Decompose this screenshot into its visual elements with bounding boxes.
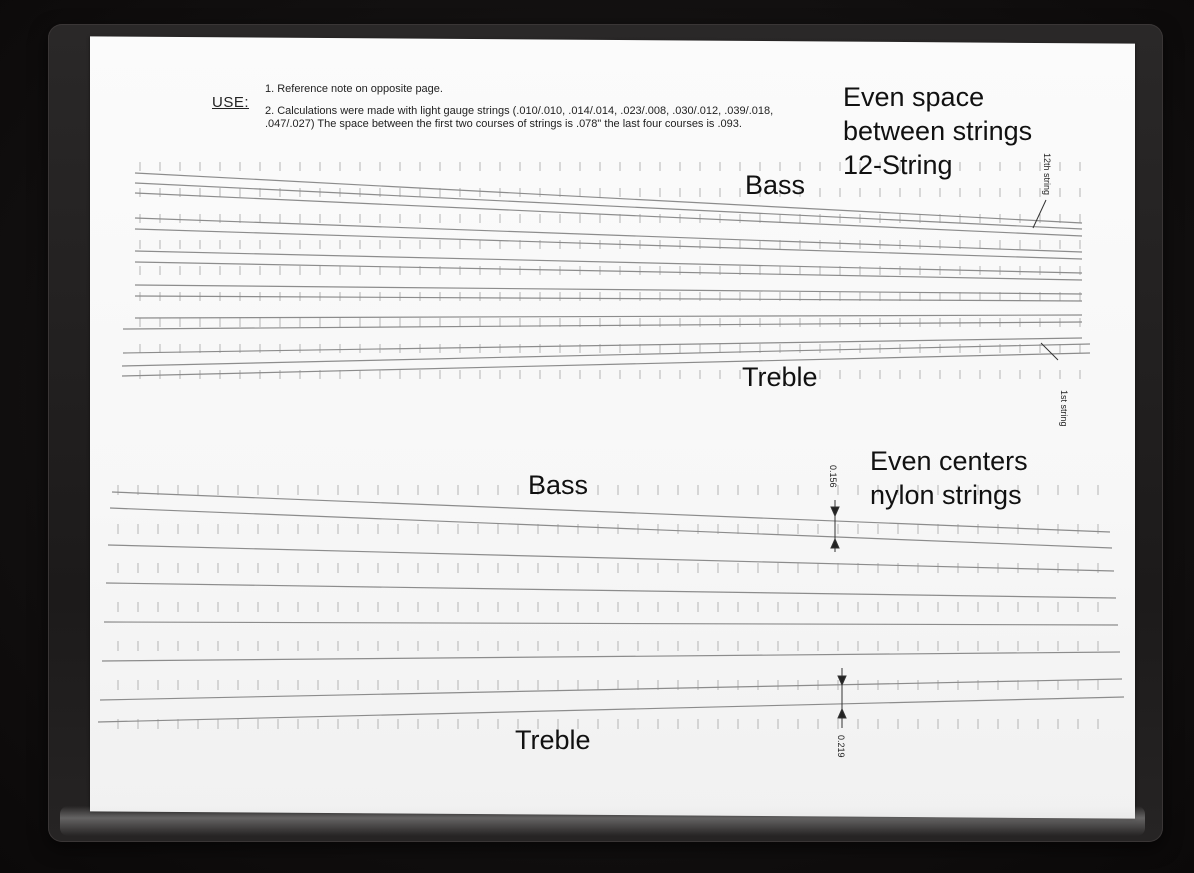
bottom-heading-line1: Even centers bbox=[870, 446, 1028, 476]
top-heading bbox=[843, 80, 1032, 182]
string-line bbox=[135, 285, 1082, 294]
string-line bbox=[102, 652, 1120, 661]
string-line bbox=[106, 583, 1116, 598]
tick-marks-bottom bbox=[118, 485, 1098, 729]
top-heading-line1: Even space bbox=[843, 82, 985, 112]
string-line bbox=[135, 218, 1082, 252]
reference-note: 1. Reference note on opposite page. bbox=[265, 83, 443, 95]
dim-top-arrow-a bbox=[831, 507, 839, 516]
string-lines-bottom bbox=[98, 492, 1124, 722]
string-line bbox=[123, 322, 1082, 329]
top-heading-line2: between strings bbox=[843, 116, 1033, 146]
callout-12th-leader bbox=[1033, 200, 1046, 228]
string-line bbox=[123, 338, 1082, 353]
bottom-heading-line2: nylon strings bbox=[870, 480, 1022, 510]
use-label: USE: bbox=[212, 94, 250, 111]
string-line bbox=[122, 344, 1090, 366]
dim-top-arrow-b bbox=[831, 539, 839, 548]
string-line bbox=[108, 545, 1114, 571]
top-bass-label: Bass bbox=[745, 170, 806, 200]
string-line bbox=[98, 697, 1124, 722]
callout-1st-string: 1st string bbox=[1059, 390, 1069, 427]
dimension-top: 0.156 bbox=[828, 465, 838, 488]
bottom-bass-label: Bass bbox=[528, 470, 589, 500]
string-line bbox=[110, 508, 1112, 548]
bottom-treble-label: Treble bbox=[515, 725, 591, 755]
string-lines-top bbox=[122, 173, 1090, 376]
bottom-heading bbox=[870, 444, 1028, 512]
string-line bbox=[135, 315, 1082, 318]
callout-12th-string: 12th string bbox=[1042, 153, 1052, 196]
string-line bbox=[100, 679, 1122, 700]
calculation-note: 2. Calculations were made with light gauge strings (.010/.010, .014/.014, .023/.008, .030/.012, .039/.018, .047/.027) The space between the first two courses of strings is .078" the last four courses is .093. bbox=[265, 105, 774, 130]
dim-bottom-arrow-a bbox=[838, 676, 846, 685]
string-line bbox=[122, 353, 1090, 376]
top-heading-line3: 12-String bbox=[843, 150, 953, 180]
dim-bottom-arrow-b bbox=[838, 709, 846, 718]
top-treble-label: Treble bbox=[742, 362, 818, 392]
dimension-bottom: 0.219 bbox=[836, 735, 846, 758]
string-line bbox=[104, 622, 1118, 625]
callout-1st-leader bbox=[1041, 343, 1058, 360]
